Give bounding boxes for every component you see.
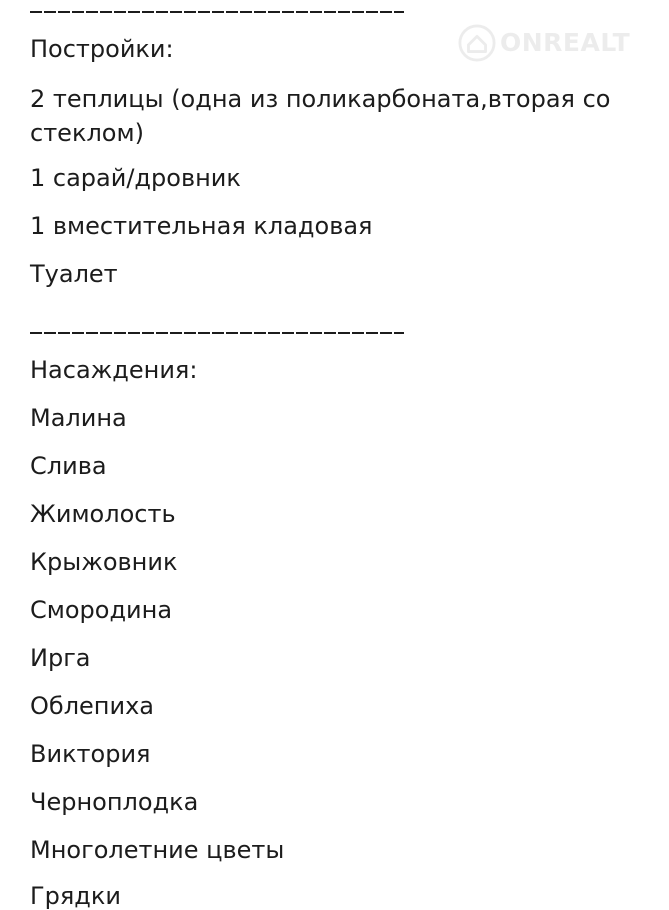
building-item: 1 сарай/дровник bbox=[30, 164, 241, 192]
building-item: 2 теплицы (одна из поликарбоната,вторая со стеклом) bbox=[30, 85, 611, 147]
middle-divider bbox=[30, 332, 404, 334]
top-divider bbox=[30, 11, 404, 13]
house-icon bbox=[458, 24, 496, 62]
plant-item: Ирга bbox=[30, 644, 91, 672]
plant-item: Смородина bbox=[30, 596, 173, 624]
building-item: Туалет bbox=[30, 260, 118, 288]
building-item: 1 вместительная кладовая bbox=[30, 212, 373, 240]
plant-item: Виктория bbox=[30, 740, 151, 768]
plant-item: Жимолость bbox=[30, 500, 176, 528]
watermark bbox=[458, 24, 630, 62]
buildings-heading: Постройки: bbox=[30, 35, 174, 63]
plant-item: Малина bbox=[30, 404, 127, 432]
plant-item: Облепиха bbox=[30, 692, 154, 720]
plants-heading: Насаждения: bbox=[30, 356, 198, 384]
plant-item: Черноплодка bbox=[30, 788, 199, 816]
plant-item: Крыжовник bbox=[30, 548, 178, 576]
plant-item: Слива bbox=[30, 452, 107, 480]
plant-item: Грядки bbox=[30, 882, 121, 910]
watermark-text: ONREALT bbox=[500, 28, 631, 57]
plant-item: Многолетние цветы bbox=[30, 836, 285, 864]
